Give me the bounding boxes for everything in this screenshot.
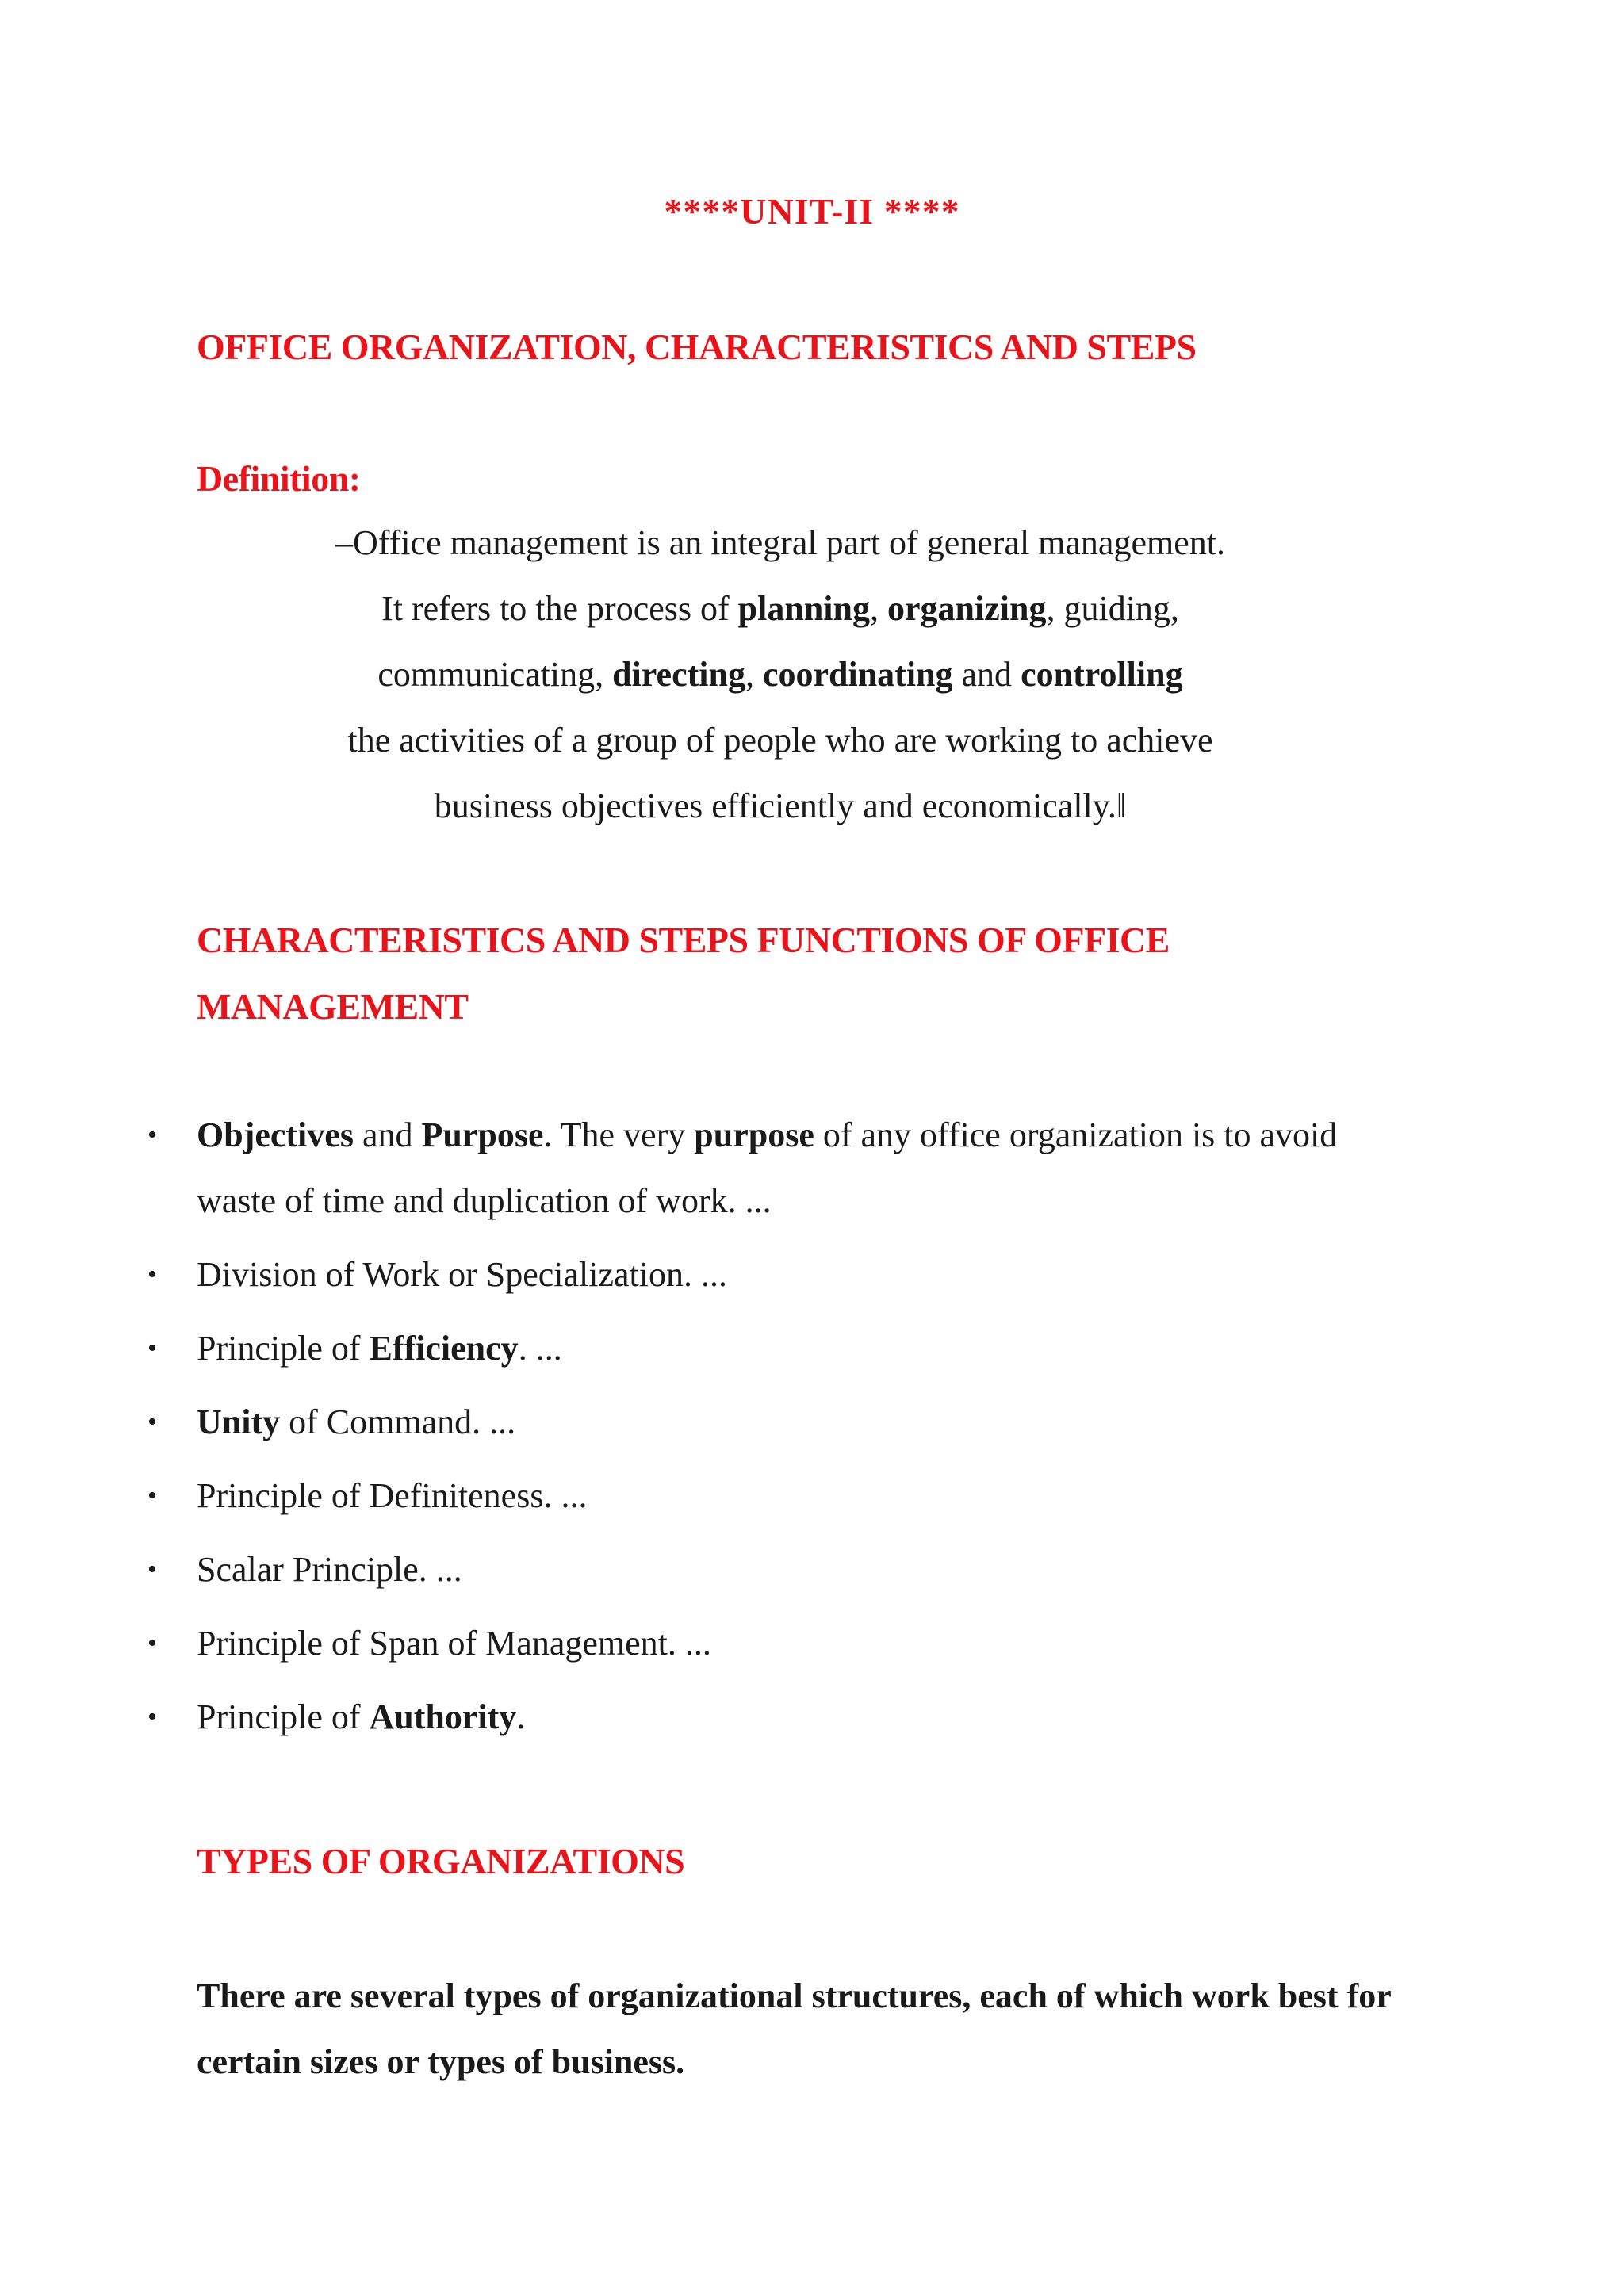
definition-line-5: business objectives efficiently and economically.‖ (434, 786, 1127, 825)
types-of-organizations-heading: TYPES OF ORGANIZATIONS (197, 1841, 685, 1881)
definition-line-1: –Office management is an integral part of general management. (335, 523, 1225, 562)
list-item: • Principle of Authority. (143, 1684, 1411, 1750)
definition-heading: Definition: (197, 458, 361, 499)
bullet-icon: • (147, 1260, 157, 1289)
characteristics-heading: CHARACTERISTICS AND STEPS FUNCTIONS OF OFFICE MANAGEMENT (197, 920, 1170, 1027)
bullet-icon: • (147, 1702, 157, 1732)
list-item: • Division of Work or Specialization. ... (143, 1242, 1411, 1307)
list-item: • Unity of Command. ... (143, 1389, 1411, 1455)
bullet-icon: • (147, 1120, 157, 1150)
bullet-icon: • (147, 1555, 157, 1584)
bullet-icon: • (147, 1407, 157, 1437)
definition-line-2: It refers to the process of planning, organizing, guiding, (381, 589, 1179, 628)
list-item: • Principle of Definiteness. ... (143, 1463, 1411, 1529)
definition-text (197, 510, 1364, 839)
bullet-icon: • (147, 1334, 157, 1363)
unit-title: ****UNIT-II **** (664, 191, 960, 232)
definition-line-3: communicating, directing, coordinating and controlling (377, 655, 1183, 694)
list-item: • Principle of Span of Management. ... (143, 1610, 1411, 1676)
definition-line-4: the activities of a group of people who are working to achieve (347, 721, 1213, 760)
closing-paragraph: There are several types of organizational structures, each of which work best for certain sizes or types of business. (197, 1976, 1391, 2081)
list-item: • Scalar Principle. ... (143, 1536, 1411, 1602)
list-item: • Objectives and Purpose. The very purpose of any office organization is to avoid waste of time and duplication of work. ... (143, 1102, 1411, 1234)
principles-list (143, 1102, 1411, 1758)
list-item: • Principle of Efficiency. ... (143, 1315, 1411, 1381)
bullet-icon: • (147, 1481, 157, 1510)
office-organization-heading: OFFICE ORGANIZATION, CHARACTERISTICS AND STEPS (197, 327, 1197, 367)
bullet-icon: • (147, 1628, 157, 1658)
